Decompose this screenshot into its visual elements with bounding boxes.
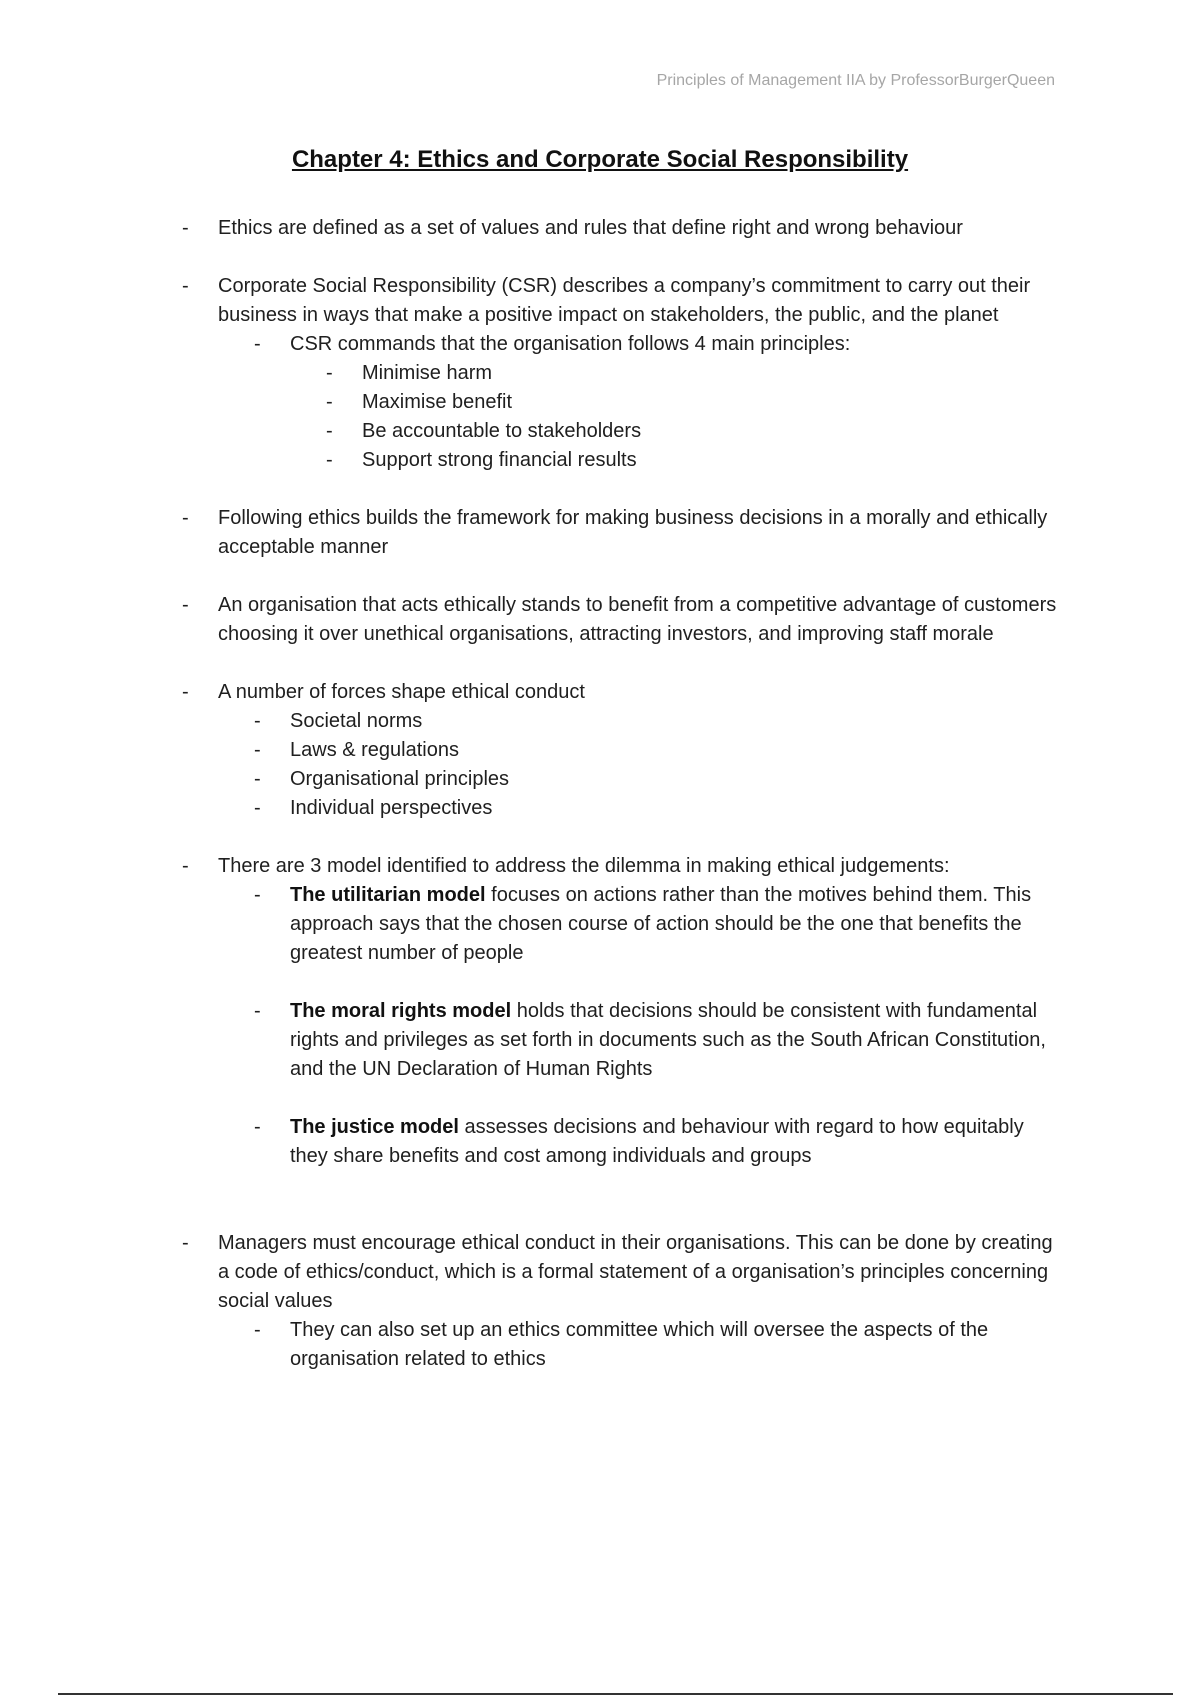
model-name: The justice model — [290, 1116, 459, 1138]
bullet-moral-rights-model — [252, 997, 1060, 1084]
bullet-dash: - — [326, 391, 333, 413]
bullet-dash: - — [326, 420, 333, 442]
list-item — [252, 707, 1060, 736]
bullet-dash: - — [254, 1319, 261, 1341]
ethics-framework-text: Following ethics builds the framework for making business decisions in a morally and ethically acceptable manner — [218, 507, 1048, 558]
bullet-dash: - — [182, 217, 189, 239]
bullet-utilitarian-model — [252, 881, 1060, 968]
csr-principle-text: Support strong financial results — [362, 449, 637, 471]
force-text: Societal norms — [290, 710, 423, 732]
bullet-dash: - — [182, 681, 189, 703]
force-text: Laws & regulations — [290, 739, 459, 761]
competitive-advantage-text: An organisation that acts ethically stands to benefit from a competitive advantage of customers choosing it over unethical organisations, attracting investors, and improving staff morale — [218, 594, 1057, 645]
ethics-definition-text: Ethics are defined as a set of values and rules that define right and wrong behaviour — [218, 217, 963, 239]
bullet-dash: - — [326, 449, 333, 471]
bullet-dash: - — [254, 768, 261, 790]
model-name: The moral rights model — [290, 1000, 512, 1022]
csr-definition-text: Corporate Social Responsibility (CSR) describes a company’s commitment to carry out their business in ways that make a positive impact on stakeholders, the public, and the planet — [218, 275, 1031, 326]
bullet-ethics-definition — [180, 214, 1060, 243]
ethics-committee-text: They can also set up an ethics committee which will oversee the aspects of the organisation related to ethics — [290, 1319, 989, 1370]
list-item — [324, 446, 1060, 475]
bullet-dash: - — [326, 362, 333, 384]
csr-principle-text: Be accountable to stakeholders — [362, 420, 642, 442]
list-item — [252, 765, 1060, 794]
models-intro-text: There are 3 model identified to address the dilemma in making ethical judgements: — [218, 855, 950, 877]
bullet-models-intro — [180, 852, 1060, 881]
list-item — [324, 388, 1060, 417]
bullet-dash: - — [254, 797, 261, 819]
model-description: focuses on actions rather than the motives behind them. This approach says that the chosen course of action should be the one that benefits the greatest number of people — [290, 884, 1032, 964]
bullet-managers-code — [180, 1229, 1060, 1316]
bullet-dash: - — [182, 1232, 189, 1254]
bullet-dash: - — [182, 594, 189, 616]
bullet-dash: - — [254, 333, 261, 355]
model-description: assesses decisions and behaviour with regard to how equitably they share benefits and cost among individuals and groups — [290, 1116, 1024, 1167]
bullet-dash: - — [254, 739, 261, 761]
bullet-dash: - — [254, 1000, 261, 1022]
force-text: Individual perspectives — [290, 797, 493, 819]
csr-principle-text: Maximise benefit — [362, 391, 513, 413]
page-title: Chapter 4: Ethics and Corporate Social Responsibility — [291, 146, 909, 173]
model-description: holds that decisions should be consistent with fundamental rights and privileges as set forth in documents such as the South African Constitution, and the UN Declaration of Human Rights — [290, 1000, 1046, 1080]
bullet-csr-definition — [180, 272, 1060, 330]
bullet-justice-model — [252, 1113, 1060, 1171]
bullet-csr-principles-intro — [252, 330, 1060, 359]
bullet-dash: - — [182, 855, 189, 877]
bullet-ethics-committee — [252, 1316, 1060, 1374]
csr-principles-intro-text: CSR commands that the organisation follows 4 main principles: — [290, 333, 851, 355]
force-text: Organisational principles — [290, 768, 510, 790]
list-item — [324, 417, 1060, 446]
notes-content — [180, 214, 1060, 1374]
footer-divider — [58, 1693, 1173, 1695]
bullet-forces-intro — [180, 678, 1060, 707]
bullet-competitive-advantage — [180, 591, 1060, 649]
bullet-dash: - — [254, 884, 261, 906]
managers-code-text: Managers must encourage ethical conduct in their organisations. This can be done by creating a code of ethics/conduct, which is a formal statement of a organisation’s principles concerning social values — [218, 1232, 1053, 1312]
bullet-dash: - — [254, 1116, 261, 1138]
list-item — [324, 359, 1060, 388]
bullet-dash: - — [182, 275, 189, 297]
list-item — [252, 736, 1060, 765]
csr-principle-text: Minimise harm — [362, 362, 493, 384]
bullet-ethics-framework — [180, 504, 1060, 562]
model-name: The utilitarian model — [290, 884, 486, 906]
bullet-dash: - — [254, 710, 261, 732]
list-item — [252, 794, 1060, 823]
forces-intro-text: A number of forces shape ethical conduct — [218, 681, 585, 703]
bullet-dash: - — [182, 507, 189, 529]
running-header: Principles of Management IIA by ProfessorBurgerQueen — [656, 72, 1055, 89]
